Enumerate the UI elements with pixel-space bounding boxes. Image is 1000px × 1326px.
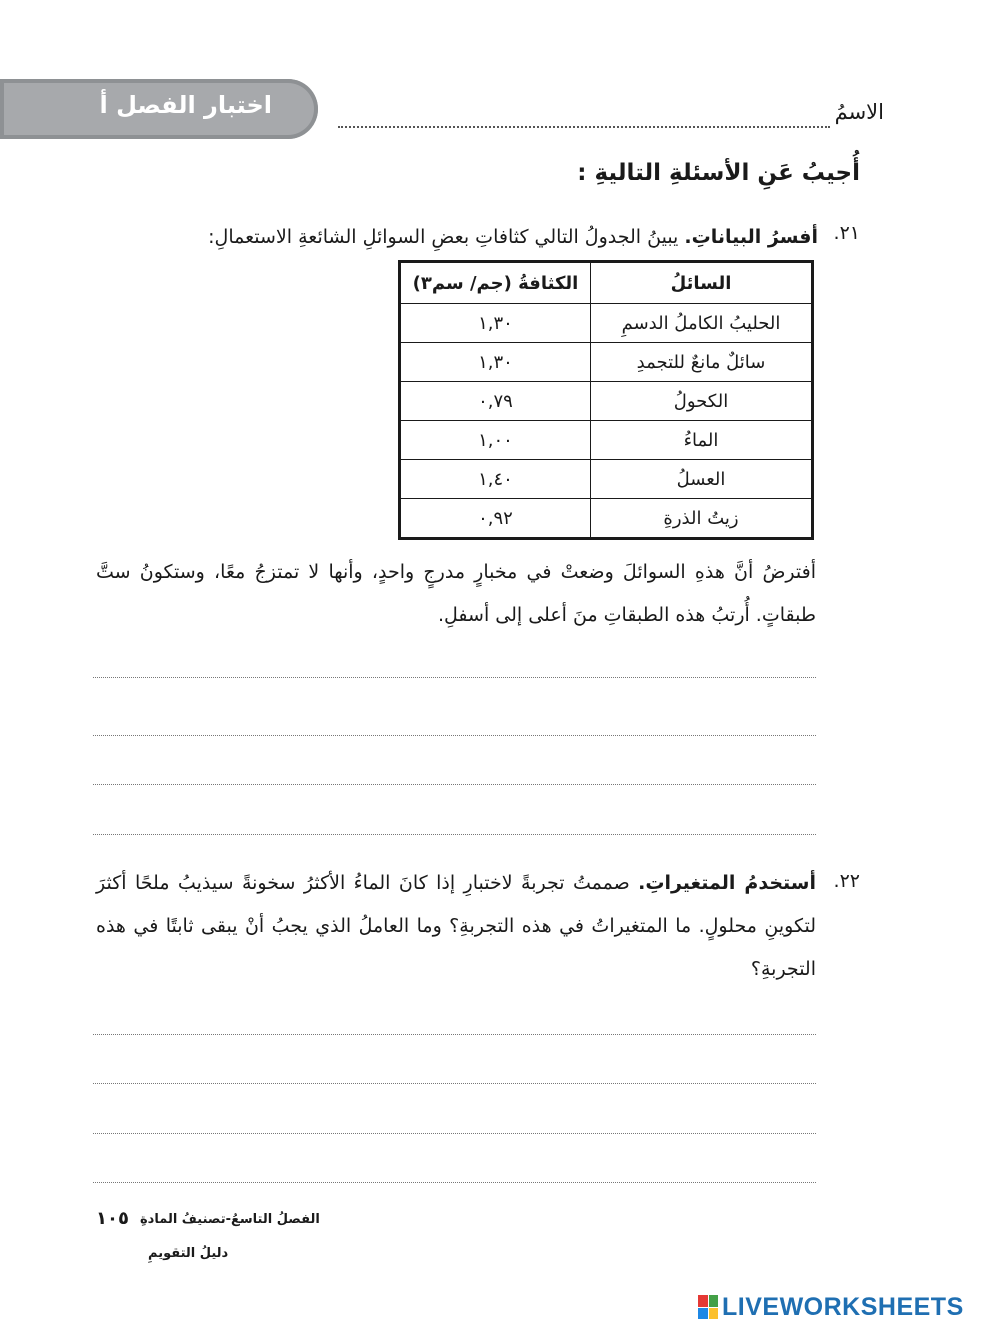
logo-square [709, 1295, 719, 1307]
table-cell-density: ١,٣٠ [400, 304, 591, 343]
q21-answer-line-4[interactable] [93, 834, 816, 835]
q22-answer-line-2[interactable] [93, 1083, 816, 1084]
table-row [400, 304, 813, 343]
q21-followup: أفترضُ أنَّ هذهِ السوائلَ وضعتْ في مخبارٍ مدرجٍ واحدٍ، وأنها لا تمتزجُ معًا، وستكونُ ستَّ طبقاتٍ. أُرتبُ هذه الطبقاتِ منَ أعلى إلى أسفلِ. [96, 561, 816, 626]
q21-prompt [158, 216, 818, 259]
table-cell-density: ١,٣٠ [400, 343, 591, 382]
q21-answer-line-3[interactable] [93, 784, 816, 785]
q21-text: يبينُ الجدولُ التالي كثافاتِ بعضِ السوائلِ الشائعةِ الاستعمالِ: [208, 226, 679, 248]
table-cell-liquid: الكحولُ [591, 382, 813, 421]
table-cell-density: ٠,٧٩ [400, 382, 591, 421]
table-header-density: الكثافةُ (جم/ سم٣) [400, 262, 591, 304]
q22-answer-line-3[interactable] [93, 1133, 816, 1134]
table-cell-liquid: الماءُ [591, 421, 813, 460]
table-row [400, 421, 813, 460]
q22-keyword: أستخدمُ المتغيراتِ. [638, 872, 816, 894]
table-header-liquid: السائلُ [591, 262, 813, 304]
chapter-tab [0, 79, 318, 139]
brand-text: LIVEWORKSHEETS [722, 1292, 964, 1321]
logo-square [709, 1308, 719, 1320]
table-cell-density: ١,٤٠ [400, 460, 591, 499]
chapter-tab-label: اختبار الفصل أ [99, 91, 272, 119]
q21-number: ٢١. [833, 222, 860, 244]
instructions-heading: أُجيبُ عَنِ الأسئلةِ التاليةِ : [577, 160, 860, 186]
table-row [400, 499, 813, 539]
footer-chapter: الفصلُ التاسعُ-تصنيفُ المادةِ [140, 1212, 320, 1227]
liveworksheets-brand [698, 1292, 994, 1322]
density-table [398, 260, 814, 540]
page-number: ١٠٥ [96, 1208, 129, 1229]
table-cell-liquid: زيتُ الذرةِ [591, 499, 813, 539]
q21-answer-line-2[interactable] [93, 735, 816, 736]
table-row [400, 460, 813, 499]
table-header-row [400, 262, 813, 304]
q21-keyword: أفسرُ البياناتِ. [684, 226, 818, 248]
logo-square [698, 1308, 708, 1320]
q21-answer-line-1[interactable] [93, 677, 816, 678]
table-cell-density: ١,٠٠ [400, 421, 591, 460]
table-cell-density: ٠,٩٢ [400, 499, 591, 539]
q22-prompt [96, 862, 816, 991]
table-cell-liquid: سائلٌ مانعٌ للتجمدِ [591, 343, 813, 382]
table-row [400, 343, 813, 382]
table-cell-liquid: العسلُ [591, 460, 813, 499]
name-input-line[interactable] [338, 126, 830, 128]
liveworksheets-logo-icon [698, 1295, 718, 1319]
table-row [400, 382, 813, 421]
q22-text: صممتُ تجربةً لاختبارِ إذا كانَ الماءُ الأكثرُ سخونةً سيذيبُ ملحًا أكثرَ لتكوينِ محلولٍ. ما المتغيراتُ في هذه التجربةِ؟ وما العاملُ الذي يجبُ أنْ يبقى ثابتًا في هذه التجربةِ؟ [96, 872, 816, 980]
name-label: الاسمُ [834, 100, 884, 124]
q22-answer-line-4[interactable] [93, 1182, 816, 1183]
footer-guide: دليلُ التقويمِ [148, 1246, 229, 1261]
logo-square [698, 1295, 708, 1307]
table-cell-liquid: الحليبُ الكاملُ الدسمِ [591, 304, 813, 343]
q22-answer-line-1[interactable] [93, 1034, 816, 1035]
q22-number: ٢٢. [833, 870, 860, 892]
